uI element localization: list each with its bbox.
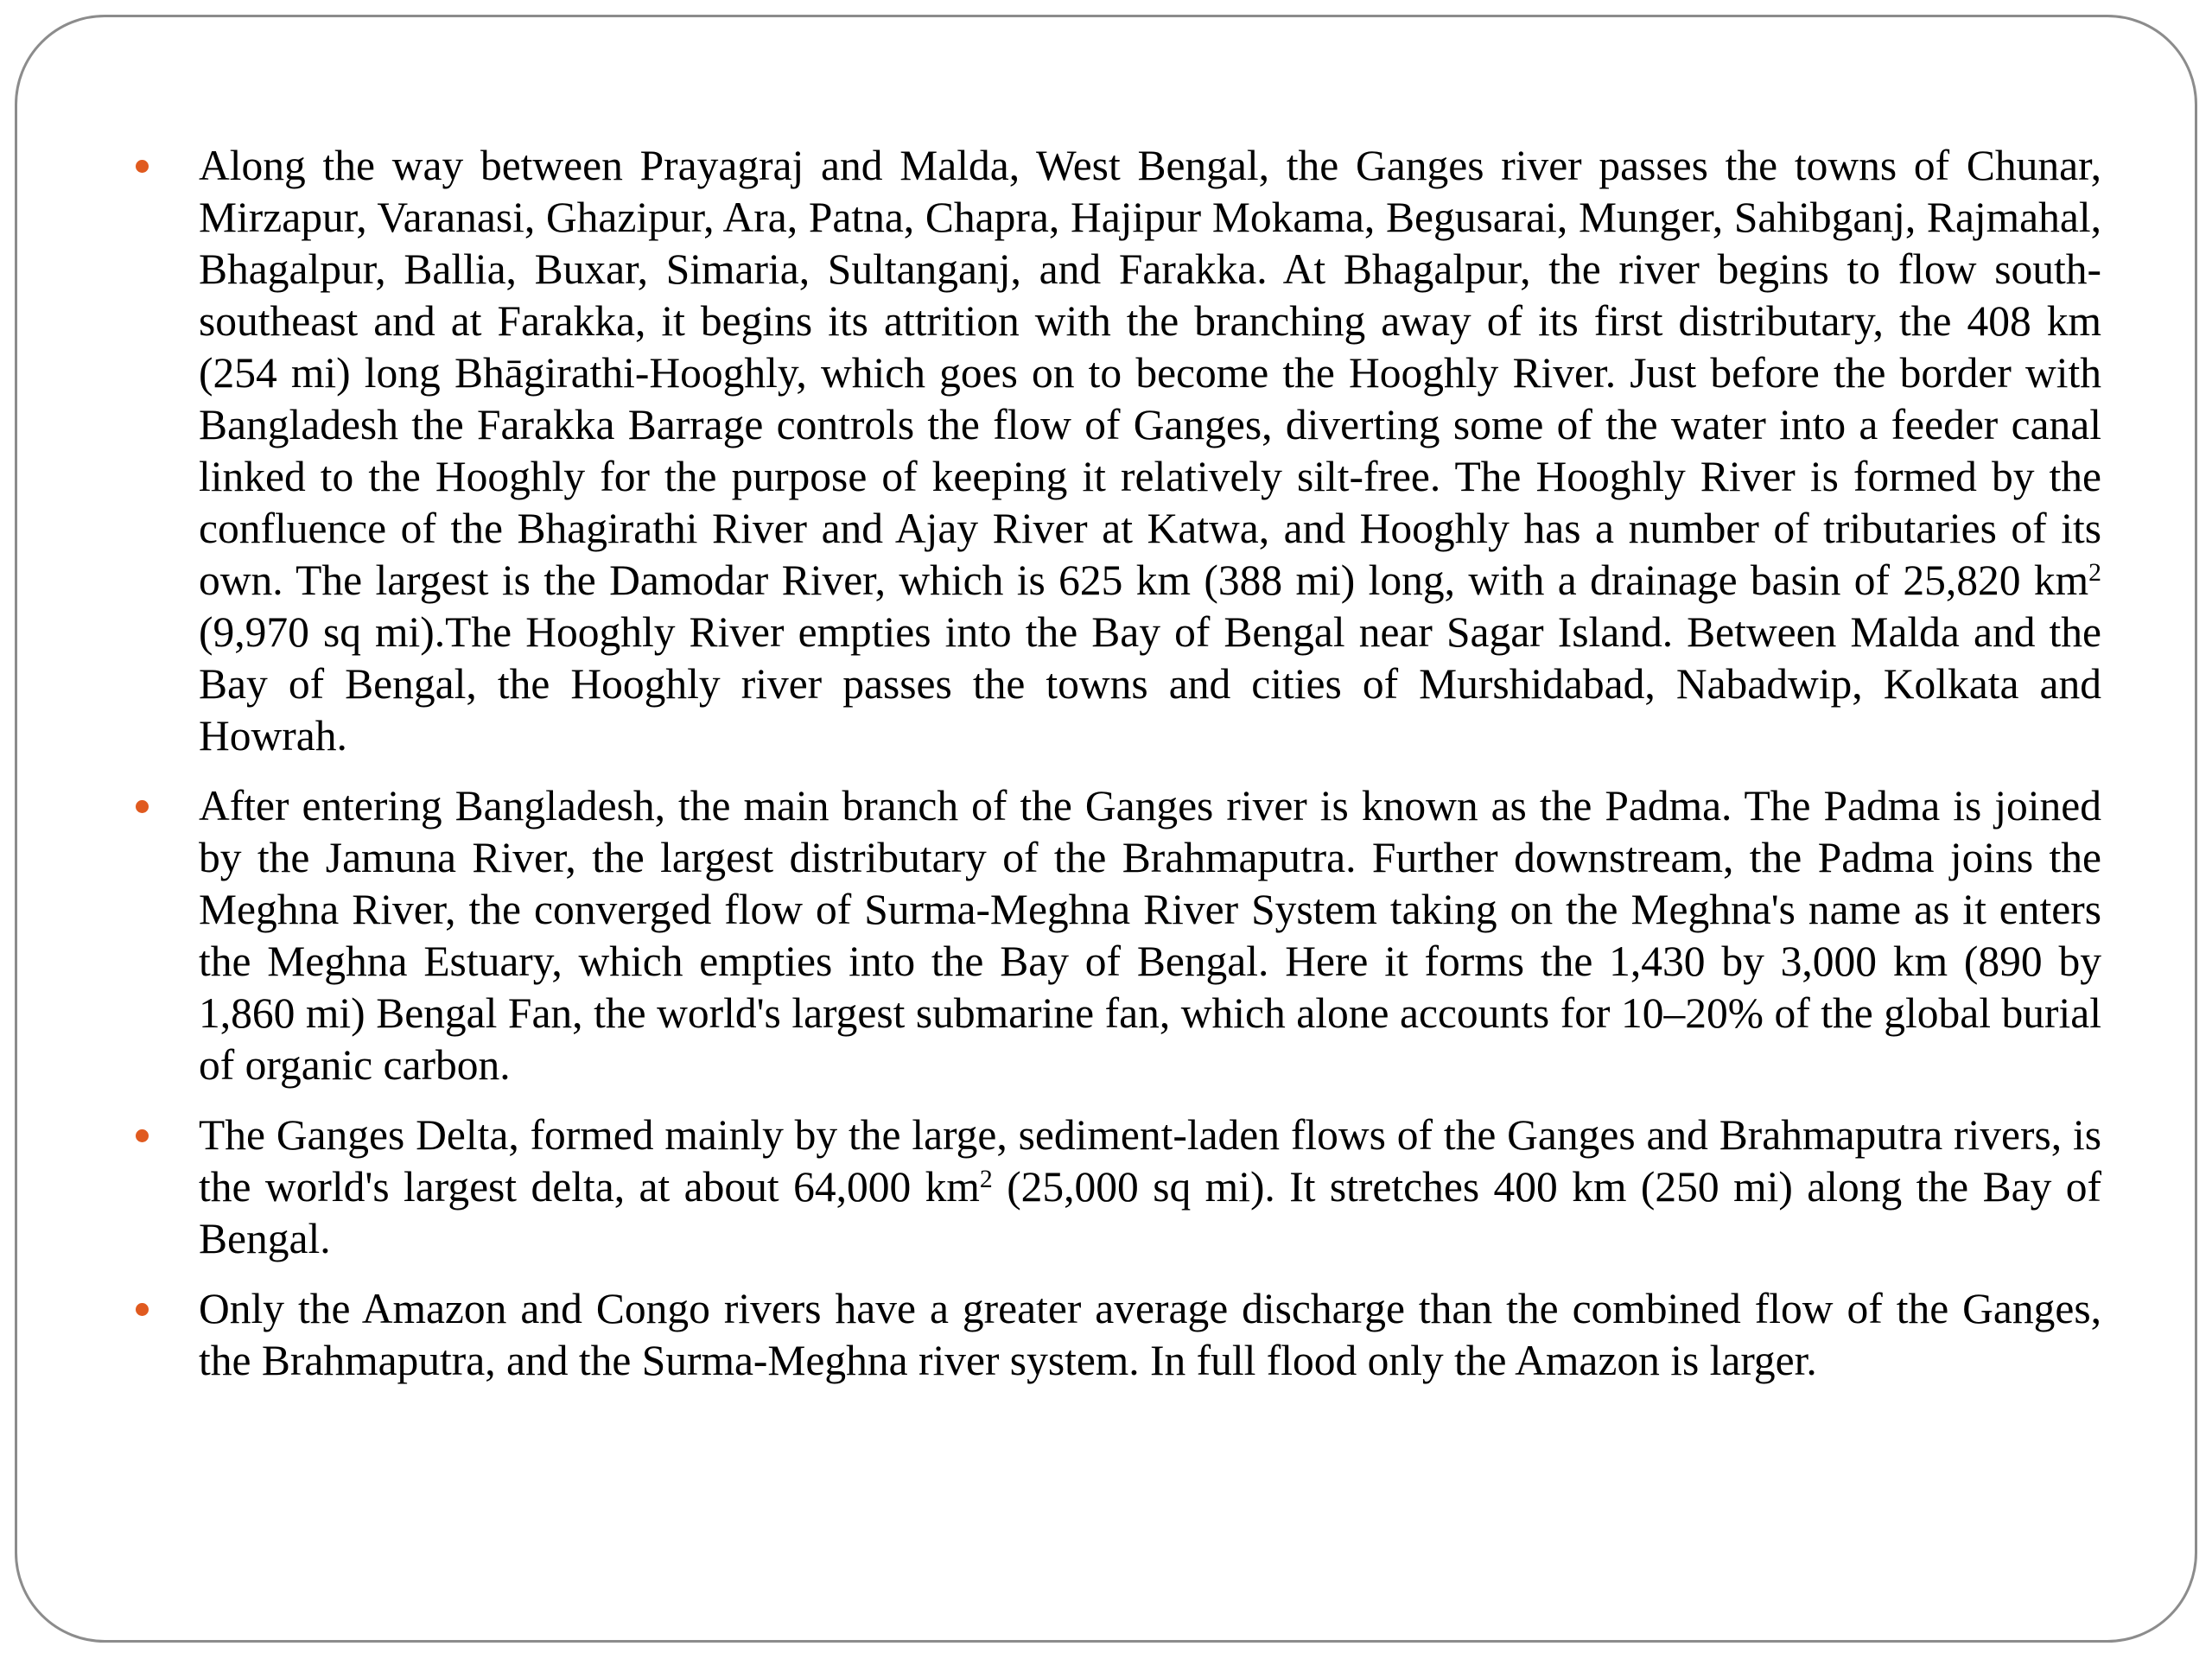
bullet-text: The Ganges Delta, formed mainly by the large, sediment-laden flows of the Ganges and Brahmaputra rivers, is the world's largest delta, at about 64,000 km xyxy=(199,1111,2101,1211)
bullet-item-bangladesh-padma xyxy=(130,780,2101,1091)
bullet-text: Along the way between Prayagraj and Malda, West Bengal, the Ganges river passes the towns of Chunar, Mirzapur, Varanasi, Ghazipur, Ara, Patna, Chapra, Hajipur Mokama, Begusarai, Munger, Sahibganj, Rajmahal, Bhagalpur, Ballia, Buxar, Simaria, Sultanganj, and Farakka. At Bhagalpur, the river begins to flow south-southeast and at Farakka, it begins its attrition with the branching away of its first distributary, the 408 km (254 mi) long Bhāgirathi-Hooghly, which goes on to become the Hooghly River. Just before the border with Bangladesh the Farakka Barrage controls the flow of Ganges, diverting some of the water into a feeder canal linked to the Hooghly for the purpose of keeping it relatively silt-free. The Hooghly River is formed by the confluence of the Bhagirathi River and Ajay River at Katwa, and Hooghly has a number of tributaries of its own. The largest is the Damodar River, which is 625 km (388 mi) long, with a drainage basin of 25,820 km xyxy=(199,142,2101,604)
superscript-2: 2 xyxy=(979,1165,993,1193)
bullet-item-ganges-delta xyxy=(130,1109,2101,1265)
bullet-list xyxy=(130,140,2101,1405)
bullet-text: After entering Bangladesh, the main branch of the Ganges river is known as the Padma. The Padma is joined by the Jamuna River, the largest distributary of the Brahmaputra. Further downstream, the Padma joins the Meghna River, the converged flow of Surma-Meghna River System taking on the Meghna's name as it enters the Meghna Estuary, which empties into the Bay of Bengal. Here it forms the 1,430 by 3,000 km (890 by 1,860 mi) Bengal Fan, the world's largest submarine fan, which alone accounts for 10–20% of the global burial of organic carbon. xyxy=(199,782,2101,1089)
bullet-dot-icon xyxy=(136,1303,149,1316)
bullet-dot-icon xyxy=(136,160,149,173)
bullet-item-ganges-course xyxy=(130,140,2101,762)
slide-frame xyxy=(15,15,2197,1643)
bullet-text: Only the Amazon and Congo rivers have a greater average discharge than the combined flow of the Ganges, the Brahmaputra, and the Surma-Meghna river system. In full flood only the Amazon is larger. xyxy=(199,1285,2101,1384)
bullet-dot-icon xyxy=(136,1129,149,1142)
bullet-text-continued: (9,970 sq mi).The Hooghly River empties into the Bay of Bengal near Sagar Island. Between Malda and the Bay of Bengal, the Hooghly river passes the towns and cities of Murshidabad, Nabadwip, Kolkata and Howrah. xyxy=(199,608,2101,760)
bullet-item-discharge-comparison xyxy=(130,1283,2101,1387)
bullet-dot-icon xyxy=(136,800,149,813)
bullet-text-continued: (25,000 sq mi). It stretches 400 km (250 mi) along the Bay of Bengal. xyxy=(199,1163,2101,1262)
superscript-2: 2 xyxy=(2088,558,2101,587)
